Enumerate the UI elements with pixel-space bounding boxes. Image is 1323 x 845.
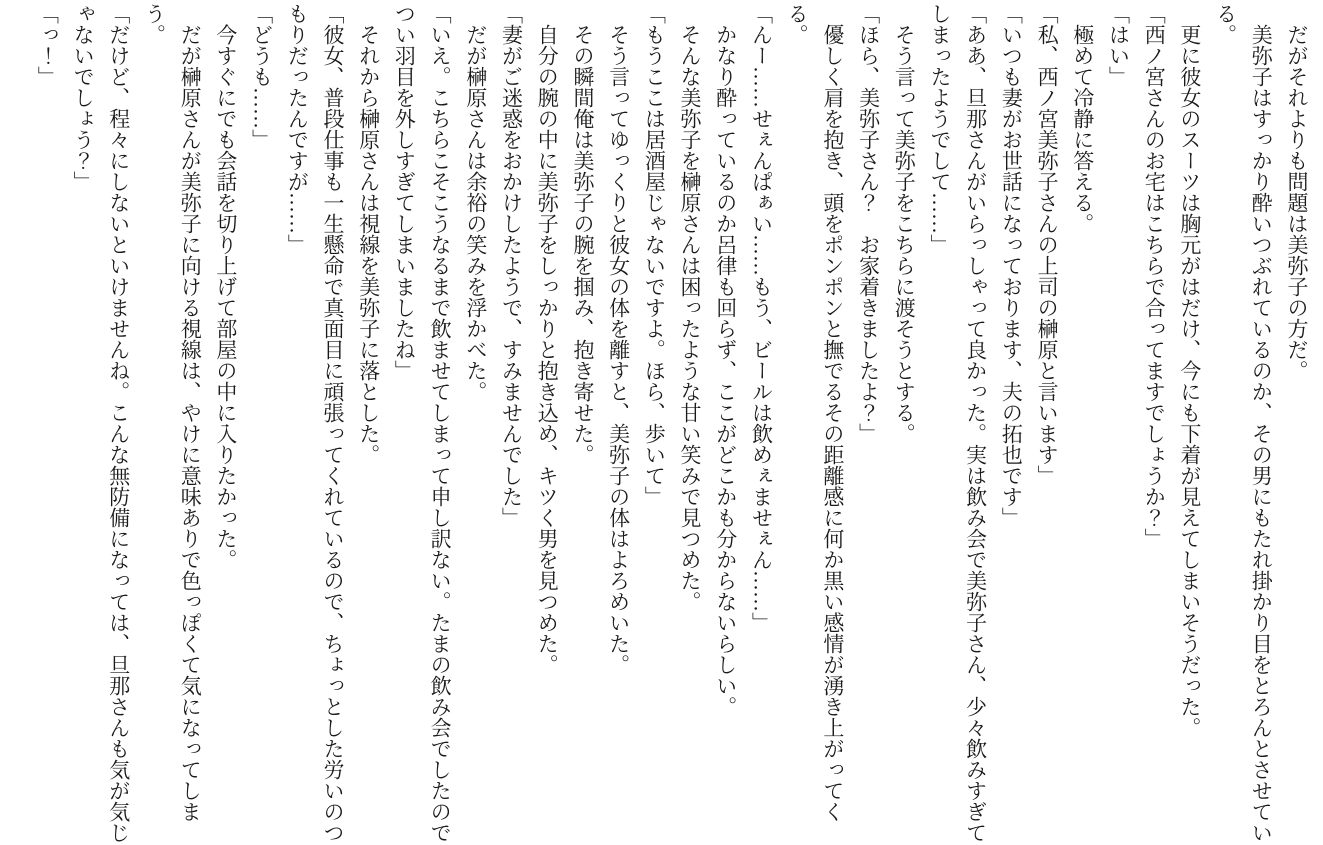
paragraph: 「もうここは居酒屋じゃないですよ。ほら、歩いて」: [642, 3, 667, 507]
paragraph: その瞬間俺は美弥子の腕を掴み、抱き寄せた。: [570, 24, 595, 465]
paragraph: だがそれよりも問題は美弥子の方だ。: [1285, 24, 1309, 381]
paragraph: 「西ノ宮さんのお宅はこちらで合ってますでしょうか？」: [1142, 3, 1167, 549]
paragraph: そう言ってゆっくりと彼女の体を離すと、美弥子の体はよろめいた。: [606, 24, 631, 675]
paragraph: 「彼女、普段仕事も一生懸命で真面目に頑張ってくれているので、ちょっとした労いのつもりだったんですが……」: [285, 3, 346, 843]
paragraph: 自分の腕の中に美弥子をしっかりと抱き込め、キツく男を見つめた。: [535, 24, 560, 675]
paragraph: だが榊原さんは余裕の笑みを浮かべた。: [463, 24, 488, 402]
paragraph: 「私、西ノ宮美弥子さんの上司の榊原と言います」: [1035, 3, 1060, 486]
paragraph: 今すぐにでも会話を切り上げて部屋の中に入りたかった。: [213, 24, 238, 570]
paragraph: 「はい」: [1106, 3, 1131, 87]
paragraph: そんな美弥子を榊原さんは困ったような甘い笑みで見つめた。: [678, 24, 703, 612]
paragraph: 極めて冷静に答える。: [1070, 24, 1095, 234]
paragraph: 「どうも……」: [249, 3, 274, 150]
paragraph: だが榊原さんが美弥子に向ける視線は、やけに意味ありで色っぽくて気になってしまう。: [142, 3, 203, 822]
paragraph: かなり酔っているのか呂律も回らず、ここがどこかも分からないらしい。: [713, 24, 738, 717]
paragraph: 優しく肩を抱き、頭をポンポンと撫でるその距離感に何か黒い感情が湧き上がってくる。: [785, 3, 845, 822]
paragraph: それから榊原さんは視線を美弥子に落とした。: [356, 24, 381, 465]
paragraph: 「ああ、旦那さんがいらっしゃって良かった。実は飲み会で美弥子さん、少々飲みすぎてしまったようでして……」: [927, 3, 988, 843]
paragraph: 「妻がご迷惑をおかけしたようで、すみませんでした」: [499, 3, 524, 528]
paragraph: 「いえ。こちらこそこうなるまで飲ませてしまって申し訳ない。たまの飲み会でしたのでつい羽目を外しすぎてしまいましたね」: [392, 3, 453, 843]
paragraph: 「ほら、美弥子さん？ お家着きましたよ？」: [856, 3, 881, 444]
paragraph: 更に彼女のスーツは胸元がはだけ、今にも下着が見えてしまいそうだった。: [1177, 24, 1202, 738]
paragraph: 「いつも妻がお世話になっております、夫の拓也です」: [999, 3, 1024, 528]
paragraph: 「んー……せぇんぱぁい……もう、ビールは飲めぇませぇん……」: [749, 3, 774, 633]
paragraph: 「だけど、程々にしないといけませんね。こんな無防備になっては、旦那さんも気が気じゃないでしょう？」: [71, 3, 131, 843]
paragraph: 美弥子はすっかり酔いつぶれているのか、その男にもたれ掛かり目をとろんとさせている。: [1213, 3, 1274, 843]
paragraph: 「っ！」: [35, 3, 60, 87]
paragraph: そう言って美弥子をこちらに渡そうとする。: [892, 24, 917, 444]
